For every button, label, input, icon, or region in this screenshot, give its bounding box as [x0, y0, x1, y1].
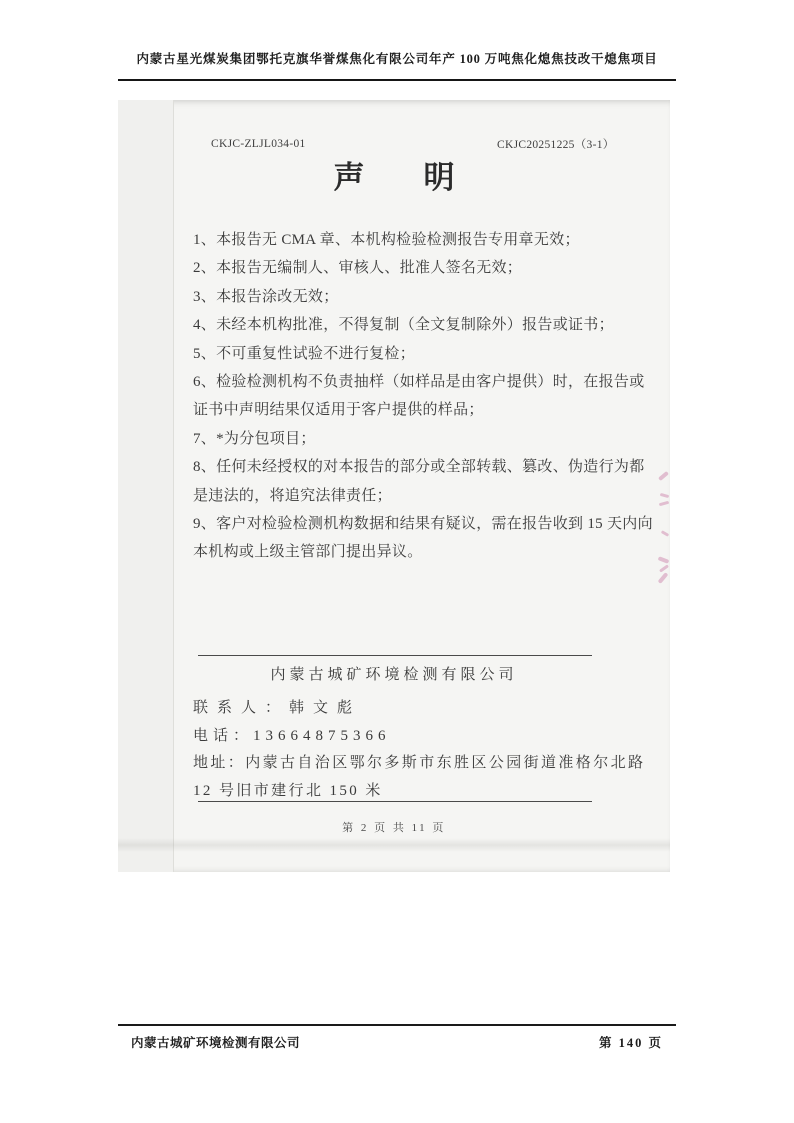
company-block-top-rule	[198, 655, 592, 656]
footer-rule	[118, 1024, 676, 1026]
form-code: CKJC-ZLJL034-01	[211, 138, 306, 150]
document-page-indicator: 第 2 页 共 11 页	[342, 822, 446, 834]
declaration-item-2: 2、本报告无编制人、审核人、批准人签名无效；	[193, 260, 523, 277]
stamp-fragment-icon	[656, 472, 670, 672]
footer-page-number: 第 140 页	[598, 1036, 663, 1050]
scan-shadow	[118, 838, 670, 852]
declaration-item-6: 6、检验检测机构不负责抽样（如样品是由客户提供）时，在报告或证书中声明结果仅适用于客户提供的样品；	[193, 374, 645, 419]
company-block-bottom-rule	[198, 801, 592, 802]
page-header-title: 内蒙古星光煤炭集团鄂托克旗华誉煤焦化有限公司年产 100 万吨焦化熄焦技改干熄焦项目	[136, 52, 658, 66]
declaration-item-4: 4、未经本机构批准，不得复制（全文复制除外）报告或证书；	[193, 317, 614, 334]
declaration-item-9: 9、客户对检验检测机构数据和结果有疑议，需在报告收到 15 天内向本机构或上级主管部门提出异议。	[193, 516, 653, 561]
paper-fold-edge	[118, 100, 174, 872]
declaration-list	[193, 226, 653, 567]
contact-person: 联系人：韩文彪	[193, 700, 362, 716]
lab-company-name: 内蒙古城矿环境检测有限公司	[270, 667, 518, 683]
declaration-item-1: 1、本报告无 CMA 章、本机构检验检测报告专用章无效；	[193, 232, 580, 248]
contact-phone: 电话：13664875366	[193, 728, 391, 744]
declaration-item-7: 7、*为分包项目；	[193, 430, 316, 447]
company-address-line1: 地址：内蒙古自治区鄂尔多斯市东胜区公园街道准格尔北路	[193, 755, 646, 771]
scanned-document	[118, 100, 670, 872]
declaration-title: 声 明	[333, 160, 469, 195]
footer-company: 内蒙古城矿环境检测有限公司	[131, 1036, 301, 1050]
declaration-item-3: 3、本报告涂改无效；	[193, 288, 339, 305]
declaration-item-8: 8、任何未经授权的对本报告的部分或全部转载、篡改、伪造行为都是违法的，将追究法律责任；	[193, 459, 645, 504]
company-address-line2: 12 号旧市建行北 150 米	[193, 783, 383, 799]
report-number: CKJC20251225（3-1）	[497, 139, 615, 151]
header-rule	[118, 79, 676, 81]
declaration-item-5: 5、不可重复性试验不进行复检；	[193, 345, 416, 362]
